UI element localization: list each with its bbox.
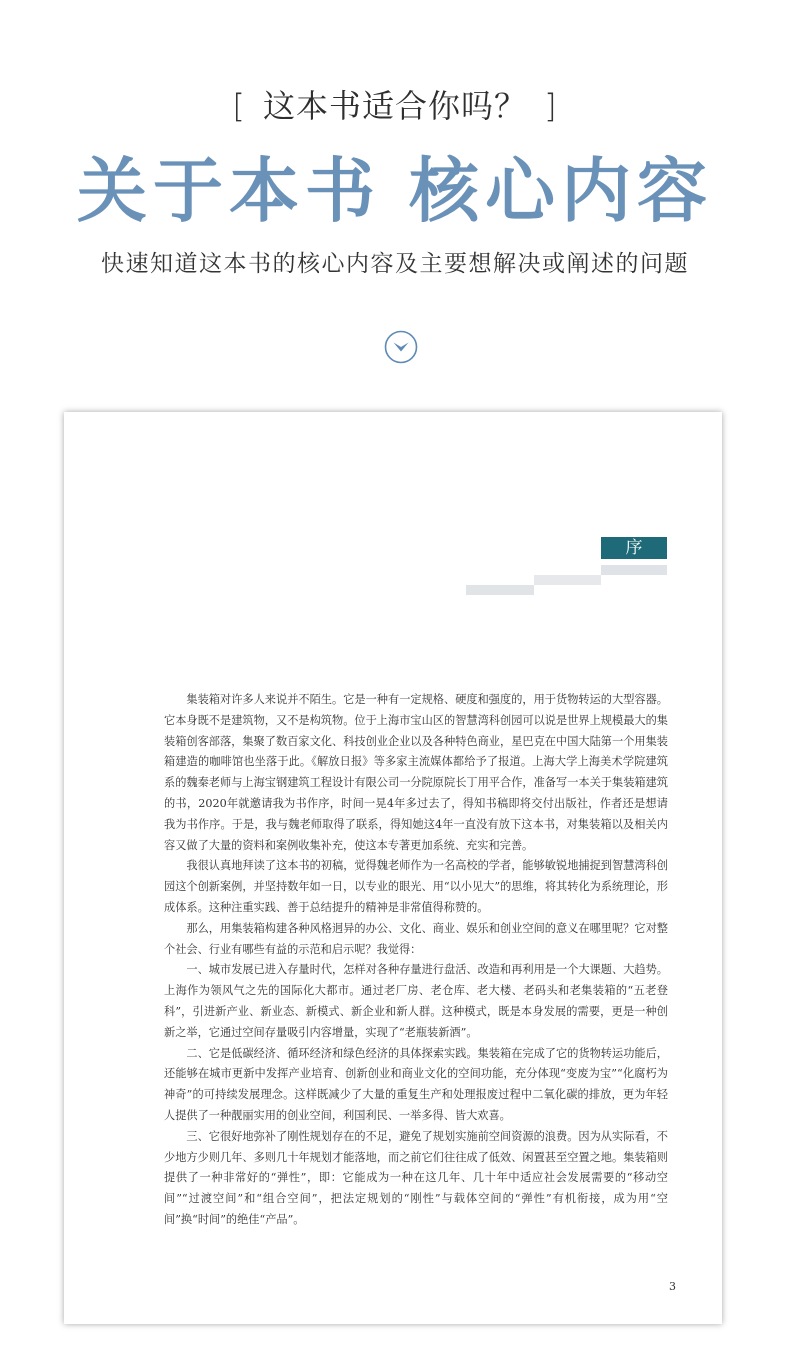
chevron-down-circle-icon[interactable] [384,330,418,364]
section-label-xu: 序 [601,537,667,559]
paragraph: 三、它很好地弥补了刚性规划存在的不足，避免了规划实施前空间资源的浪费。因为从实际看，不少地方少则几年、多则几十年规划才能落地，而之前它们往往成了低效、闲置甚至空置之地。集装箱则提供了一种非常好的“弹性”，即：它能成为一种在这几年、几十年中适应社会发展需要的“移动空间”“过渡空间”和“组合空间”，把法定规划的“刚性”与载体空间的“弹性”有机衔接，成为用“空间”换“时间”的绝佳“产品”。 [164,1129,668,1226]
paragraph: 二、它是低碳经济、循环经济和绿色经济的具体探索实践。集装箱在完成了它的货物转运功能后，还能够在城市更新中发挥产业培育、创新创业和商业文化的空间功能，充分体现“变废为宝”“化腐朽为神奇”的可持续发展理念。这样既减少了大量的重复生产和处理报废过程中二氧化碳的排放，更为年轻人提供了一种靓丽实用的创业空间，利国利民、一举多得、皆大欢喜。 [164,1046,668,1122]
preface-body [164,690,668,1231]
paragraph: 那么，用集装箱构建各种风格迥异的办公、文化、商业、娱乐和创业空间的意义在哪里呢？它对整个社会、行业有哪些有益的示范和启示呢？我觉得： [164,921,668,956]
decor-bar-2 [534,575,601,585]
main-title [0,146,790,236]
paragraph: 一、城市发展已进入存量时代，怎样对各种存量进行盘活、改造和再利用是一个大课题、大趋势。上海作为领风气之先的国际化大都市。通过老厂房、老仓库、老大楼、老码头和老集装箱的“五老登科”，引进新产业、新业态、新模式、新企业和新人群。这种模式，既是本身发展的需要，更是一种创新之举，它通过空间存量吸引内容增量，实现了“老瓶装新酒”。 [164,963,668,1039]
bracket-right: ] [544,87,558,125]
main-title-part1: 关于本书 [77,149,381,232]
page-number: 3 [669,1280,676,1293]
decor-bar-3 [466,585,534,595]
question-text: 这本书适合你吗？ [262,87,527,125]
subtitle: 快速知道这本书的核心内容及主要想解决或阐述的问题 [101,251,689,277]
main-title-part2: 核心内容 [409,149,713,232]
header-question [0,76,790,136]
decor-bar-1 [601,565,667,575]
bracket-left: [ [232,87,246,125]
paragraph: 集装箱对许多人来说并不陌生。它是一种有一定规格、硬度和强度的，用于货物转运的大型容器。它本身既不是建筑物，又不是构筑物。位于上海市宝山区的智慧湾科创园可以说是世界上规模最大的集装箱创客部落，集聚了数百家文化、科技创业企业以及各种特色商业，星巴克在中国大陆第一个用集装箱建造的咖啡馆也坐落于此。《解放日报》等多家主流媒体都给予了报道。上海大学上海美术学院建筑系的魏秦老师与上海宝钢建筑工程设计有限公司一分院原院长丁用平合作，准备写一本关于集装箱建筑的书，2020年就邀请我为书作序，时间一晃4年多过去了，得知书稿即将交付出版社，作者还是想请我为书作序。于是，我与魏老师取得了联系，得知她这4年一直没有放下这本书，对集装箱以及相关内容又做了大量的资料和案例收集补充，使这本专著更加系统、充实和完善。 [164,693,668,852]
paragraph: 我很认真地拜读了这本书的初稿，觉得魏老师作为一名高校的学者，能够敏锐地捕捉到智慧湾科创园这个创新案例，并坚持数年如一日，以专业的眼光、用“以小见大”的思维，将其转化为系统理论，形成体系。这种注重实践、善于总结提升的精神是非常值得称赞的。 [164,859,668,914]
